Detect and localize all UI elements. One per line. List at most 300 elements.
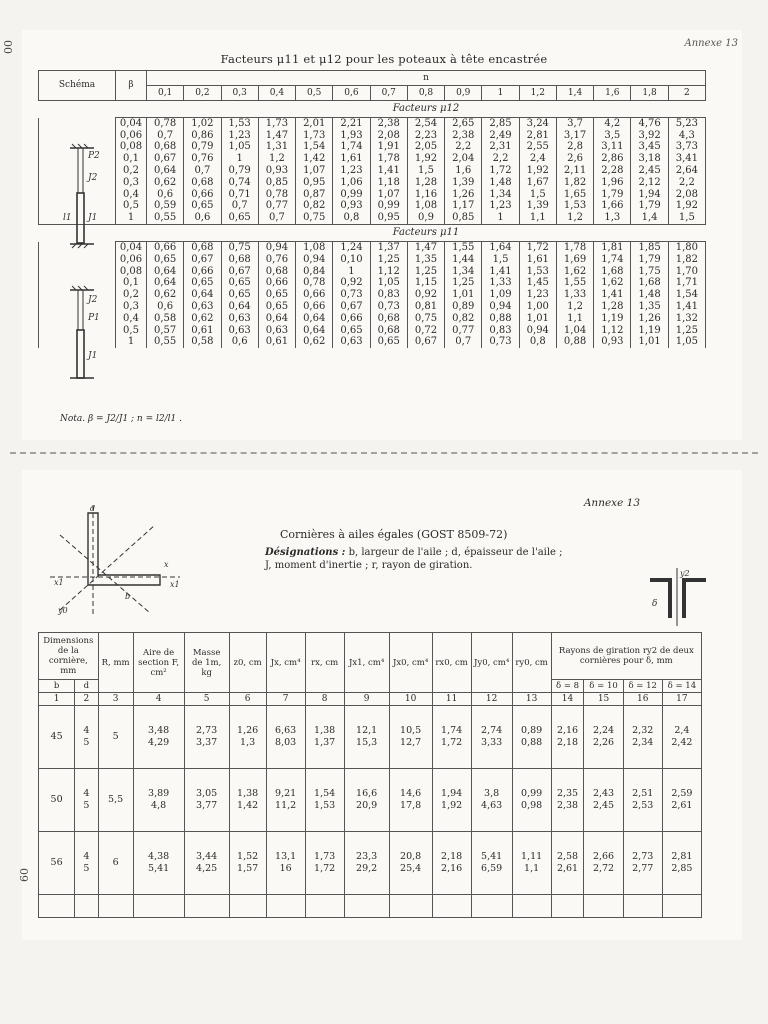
value-cell: 0,76: [258, 254, 295, 266]
value-cell: 3,24: [519, 118, 556, 130]
cell-value: 23,3: [356, 851, 378, 862]
value-cell: 1,47: [407, 242, 444, 254]
cell-value: 1,74: [441, 725, 463, 736]
svg-text:δ: δ: [652, 599, 658, 609]
value-cell: 1,33: [556, 289, 593, 301]
jy0-cell: [471, 769, 512, 832]
cell-value: 11,2: [275, 800, 297, 811]
value-cell: 1,55: [445, 242, 482, 254]
column-number-cell: 11: [432, 693, 471, 706]
value-cell: 1,92: [519, 165, 556, 177]
value-cell: 0,65: [221, 289, 258, 301]
value-cell: 1,64: [482, 242, 519, 254]
b-cell: 50: [39, 769, 75, 832]
cell-value: 2,34: [632, 737, 654, 748]
cell-value: 17,8: [400, 800, 422, 811]
d-value: 5: [83, 737, 90, 748]
value-cell: 0,63: [258, 325, 295, 337]
value-cell: 2,2: [668, 177, 705, 189]
value-cell: 1,92: [407, 153, 444, 165]
value-cell: 0,93: [594, 337, 631, 349]
cell-value: 8,03: [275, 737, 297, 748]
value-cell: 2,12: [631, 177, 668, 189]
z0-cell: [229, 706, 266, 769]
jy0-cell: [471, 832, 512, 895]
cell-value: 15,3: [356, 737, 378, 748]
n-value-cell: 0,7: [370, 86, 407, 101]
value-cell: 0,6: [147, 189, 184, 201]
value-cell: 1,05: [668, 337, 705, 349]
value-cell: 0,94: [296, 254, 333, 266]
value-cell: 2,05: [407, 142, 444, 154]
value-cell: 1,08: [296, 242, 333, 254]
cell-value: 5,41: [481, 851, 503, 862]
cell-value: 4,38: [148, 851, 170, 862]
cell-value: 2,38: [556, 800, 579, 811]
value-cell: 1,53: [556, 201, 593, 213]
value-cell: 0,75: [221, 242, 258, 254]
value-cell: 0,6: [147, 301, 184, 313]
value-cell: 1,5: [668, 212, 705, 224]
cell-value: 1,73: [314, 851, 336, 862]
n-value-cell: 2: [668, 86, 705, 101]
cell-value: 6,59: [481, 863, 503, 874]
svg-text:P1: P1: [88, 313, 100, 323]
value-cell: 1,23: [482, 201, 519, 213]
value-cell: 1,31: [258, 142, 295, 154]
value-cell: 0,93: [258, 165, 295, 177]
n-value-cell: 0,4: [258, 86, 295, 101]
empty-cell: [344, 895, 389, 918]
f-cell: [133, 769, 184, 832]
cell-value: 6,63: [275, 725, 297, 736]
jx1-cell: [344, 832, 389, 895]
value-cell: 0,77: [258, 201, 295, 213]
cell-value: 1,37: [314, 737, 336, 748]
cell-value: 16,6: [356, 788, 378, 799]
delta-header: δ = 14: [662, 680, 701, 693]
value-cell: 2,31: [482, 142, 519, 154]
cell-value: 25,4: [400, 863, 422, 874]
value-cell: 1,5: [482, 254, 519, 266]
value-cell: 1,79: [631, 201, 668, 213]
column-number-cell: 13: [512, 693, 551, 706]
value-cell: 2,6: [556, 153, 593, 165]
cell-value: 1,38: [237, 788, 259, 799]
column-number-cell: 1: [39, 693, 75, 706]
cell-value: 1,92: [441, 800, 463, 811]
r10-cell: [584, 832, 623, 895]
value-cell: 0,57: [147, 325, 184, 337]
column-schema-mu11-diagram: [60, 282, 116, 392]
value-cell: 1,23: [333, 165, 370, 177]
value-cell: 1,05: [221, 142, 258, 154]
b-cell: 45: [39, 706, 75, 769]
empty-cell: [623, 895, 662, 918]
value-cell: 0,7: [258, 212, 295, 224]
empty-cell: [75, 895, 98, 918]
value-cell: 1,73: [258, 118, 295, 130]
cell-value: 12,1: [356, 725, 378, 736]
value-cell: 0,85: [445, 212, 482, 224]
cell-value: 1,42: [237, 800, 259, 811]
value-cell: 1,80: [668, 242, 705, 254]
ry0-cell: [512, 832, 551, 895]
r12-cell: [623, 706, 662, 769]
cell-value: 1,38: [314, 725, 336, 736]
value-cell: 1,75: [631, 266, 668, 278]
value-cell: 1,71: [668, 278, 705, 290]
value-cell: 0,61: [184, 325, 221, 337]
value-cell: 5,23: [668, 118, 705, 130]
value-cell: 0,83: [482, 325, 519, 337]
value-cell: 0,88: [556, 337, 593, 349]
cell-value: 13,1: [275, 851, 297, 862]
cell-value: 4,25: [196, 863, 218, 874]
table1-header-row: [39, 71, 706, 86]
cell-value: 2,81: [671, 851, 693, 862]
value-cell: 1,37: [370, 242, 407, 254]
cell-value: 9,21: [275, 788, 297, 799]
value-cell: 0,66: [296, 301, 333, 313]
rx-header: rx, cm: [305, 633, 344, 693]
schema-cell: [39, 266, 116, 278]
corner-annexe-tag: Annexe 13: [684, 38, 738, 49]
value-cell: 0,79: [221, 165, 258, 177]
value-cell: 2,81: [519, 130, 556, 142]
cell-value: 1,72: [314, 863, 336, 874]
table1-note: Nota. β = J2/J1 ; n = l2/l1 .: [60, 414, 182, 424]
value-cell: 1,41: [370, 165, 407, 177]
section-row-mu12: [39, 101, 706, 118]
n-value-cell: 1: [482, 86, 519, 101]
empty-cell: [551, 895, 584, 918]
value-cell: 1,1: [556, 313, 593, 325]
value-cell: 0,71: [221, 189, 258, 201]
value-cell: 0,73: [370, 301, 407, 313]
m-cell: [184, 769, 229, 832]
cell-value: 4,29: [148, 737, 170, 748]
value-cell: 1,48: [631, 289, 668, 301]
jx1-header: Jx1, cm⁴: [344, 633, 389, 693]
d-cell: [75, 769, 98, 832]
value-cell: 0,66: [184, 189, 221, 201]
value-cell: 1,25: [407, 266, 444, 278]
cell-value: 5,41: [148, 863, 170, 874]
value-cell: 0,87: [296, 189, 333, 201]
value-cell: 1,41: [594, 289, 631, 301]
value-cell: 1,68: [631, 278, 668, 290]
value-cell: 0,94: [258, 242, 295, 254]
value-cell: 2,8: [556, 142, 593, 154]
f-cell: [133, 706, 184, 769]
value-cell: 2,08: [370, 130, 407, 142]
value-cell: 1,33: [482, 278, 519, 290]
d-value: 4: [83, 725, 90, 736]
jx1-cell: [344, 769, 389, 832]
value-cell: 0,73: [333, 289, 370, 301]
value-cell: 1,72: [519, 242, 556, 254]
cell-value: 2,66: [592, 851, 615, 862]
double-angle-diagram: [648, 568, 708, 628]
masse-header: Masse de 1m, kg: [184, 633, 229, 693]
r14-cell: [662, 832, 701, 895]
empty-cell: [229, 895, 266, 918]
r12-cell: [623, 832, 662, 895]
value-cell: 2,21: [333, 118, 370, 130]
delta-header: δ = 8: [551, 680, 584, 693]
value-cell: 1,67: [519, 177, 556, 189]
r12-cell: [623, 769, 662, 832]
value-cell: 1,25: [445, 278, 482, 290]
value-cell: 0,63: [221, 325, 258, 337]
cell-value: 0,98: [521, 800, 543, 811]
rx-cell: [305, 706, 344, 769]
r14-cell: [662, 769, 701, 832]
value-cell: 1,18: [370, 177, 407, 189]
cell-value: 10,5: [400, 725, 422, 736]
value-cell: 1,07: [370, 189, 407, 201]
beta-cell: 1: [116, 337, 147, 349]
cell-value: 2,18: [556, 737, 579, 748]
value-cell: 0,77: [445, 325, 482, 337]
r8-cell: [551, 832, 584, 895]
value-cell: 2,86: [594, 153, 631, 165]
delta-header: δ = 12: [623, 680, 662, 693]
value-cell: 0,68: [184, 242, 221, 254]
value-cell: 1,72: [482, 165, 519, 177]
beta-cell: 0,4: [116, 313, 147, 325]
empty-cell: [266, 895, 305, 918]
value-cell: 0,10: [333, 254, 370, 266]
value-cell: 0,8: [519, 337, 556, 349]
table2-header-row: [39, 633, 702, 680]
value-cell: 1,70: [668, 266, 705, 278]
value-cell: 1,26: [631, 313, 668, 325]
angle-section-diagram: [40, 505, 190, 620]
value-cell: 0,62: [296, 337, 333, 349]
value-cell: 0,66: [184, 266, 221, 278]
value-cell: 1,24: [333, 242, 370, 254]
svg-text:P2: P2: [88, 151, 100, 161]
table-row: [39, 706, 702, 769]
cell-value: 2,45: [592, 800, 615, 811]
column-number-cell: 2: [75, 693, 98, 706]
value-cell: 0,74: [221, 177, 258, 189]
value-cell: 1,91: [370, 142, 407, 154]
value-cell: 1,5: [407, 165, 444, 177]
value-cell: 0,64: [147, 165, 184, 177]
column-number-cell: 15: [584, 693, 623, 706]
r14-cell: [662, 706, 701, 769]
value-cell: 3,45: [631, 142, 668, 154]
value-cell: 0,82: [445, 313, 482, 325]
table2-column-numbers-row: [39, 693, 702, 706]
r8-cell: [551, 769, 584, 832]
value-cell: 3,18: [631, 153, 668, 165]
value-cell: 1,54: [668, 289, 705, 301]
b-cell: 56: [39, 832, 75, 895]
value-cell: 0,8: [333, 212, 370, 224]
value-cell: 1,5: [519, 189, 556, 201]
cell-value: 2,85: [671, 863, 693, 874]
value-cell: 0,68: [370, 313, 407, 325]
svg-text:d: d: [90, 505, 96, 513]
cell-value: 2,42: [671, 737, 693, 748]
value-cell: 0,79: [184, 142, 221, 154]
value-cell: 0,63: [221, 313, 258, 325]
table-row: [39, 254, 706, 266]
value-cell: 0,7: [445, 337, 482, 349]
b-header: b: [39, 680, 75, 693]
svg-text:x: x: [164, 560, 169, 569]
cell-value: 4,63: [481, 800, 503, 811]
table-row: [39, 142, 706, 154]
delta-header: δ = 10: [584, 680, 623, 693]
mu-factors-table: [38, 70, 706, 348]
value-cell: 0,64: [296, 325, 333, 337]
value-cell: 1,61: [519, 254, 556, 266]
schema-cell: [39, 101, 116, 118]
value-cell: 0,89: [445, 301, 482, 313]
value-cell: 0,88: [482, 313, 519, 325]
cell-value: 2,16: [556, 725, 579, 736]
table-row: [39, 153, 706, 165]
table2-title: Cornières à ailes égales (GOST 8509-72): [280, 528, 508, 541]
cell-value: 2,16: [441, 863, 463, 874]
beta-cell: 0,4: [116, 189, 147, 201]
value-cell: 0,93: [333, 201, 370, 213]
r-cell: 6: [98, 832, 133, 895]
value-cell: 1,47: [258, 130, 295, 142]
value-cell: 1,69: [556, 254, 593, 266]
value-cell: 1,6: [445, 165, 482, 177]
rx0-cell: [432, 832, 471, 895]
ry0-cell: [512, 769, 551, 832]
cell-value: 2,59: [671, 788, 693, 799]
value-cell: 1,44: [445, 254, 482, 266]
beta-cell: 0,06: [116, 254, 147, 266]
designations-label: Désignations :: [265, 547, 346, 558]
r-header: R, mm: [98, 633, 133, 693]
jx1-cell: [344, 706, 389, 769]
rx-cell: [305, 832, 344, 895]
value-cell: 1,35: [407, 254, 444, 266]
value-cell: 1: [333, 266, 370, 278]
n-header: n: [147, 71, 706, 86]
cell-value: 2,4: [674, 725, 690, 736]
value-cell: 1,01: [631, 337, 668, 349]
value-cell: 0,65: [370, 337, 407, 349]
value-cell: 1,78: [556, 242, 593, 254]
column-number-cell: 9: [344, 693, 389, 706]
value-cell: 3,11: [594, 142, 631, 154]
value-cell: 1,23: [519, 289, 556, 301]
value-cell: 1,39: [519, 201, 556, 213]
value-cell: 1,01: [519, 313, 556, 325]
cell-value: 2,43: [592, 788, 615, 799]
value-cell: 0,67: [147, 153, 184, 165]
value-cell: 0,7: [221, 201, 258, 213]
table-row: [39, 130, 706, 142]
value-cell: 1,28: [407, 177, 444, 189]
value-cell: 1,19: [594, 313, 631, 325]
value-cell: 2,2: [445, 142, 482, 154]
value-cell: 4,2: [594, 118, 631, 130]
table2-description: [265, 546, 563, 572]
cell-value: 3,89: [148, 788, 170, 799]
beta-cell: [116, 101, 147, 118]
value-cell: 4,3: [668, 130, 705, 142]
cell-value: 3,44: [196, 851, 218, 862]
schema-cell: [39, 118, 116, 130]
value-cell: 1,92: [668, 201, 705, 213]
table1-title: Facteurs μ11 et μ12 pour les poteaux à tête encastrée: [220, 52, 548, 66]
empty-cell: [305, 895, 344, 918]
column-number-cell: 4: [133, 693, 184, 706]
value-cell: 1,35: [631, 301, 668, 313]
value-cell: 0,59: [147, 201, 184, 213]
value-cell: 0,64: [258, 313, 295, 325]
n-value-cell: 1,6: [594, 86, 631, 101]
beta-cell: 0,1: [116, 278, 147, 290]
table-row: [39, 769, 702, 832]
cell-value: 3,8: [484, 788, 500, 799]
n-value-cell: 0,8: [407, 86, 444, 101]
n-value-cell: 1,2: [519, 86, 556, 101]
jx-cell: [266, 769, 305, 832]
value-cell: 1,2: [258, 153, 295, 165]
value-cell: 1,25: [370, 254, 407, 266]
rx0-cell: [432, 706, 471, 769]
column-schema-mu12-diagram: [60, 140, 116, 260]
value-cell: 0,84: [296, 266, 333, 278]
value-cell: 1,62: [594, 278, 631, 290]
value-cell: 1,08: [407, 201, 444, 213]
cell-value: 2,35: [556, 788, 579, 799]
value-cell: 0,58: [147, 313, 184, 325]
column-number-cell: 12: [471, 693, 512, 706]
value-cell: 0,64: [184, 289, 221, 301]
value-cell: 3,17: [556, 130, 593, 142]
table-row: [39, 189, 706, 201]
value-cell: 0,62: [147, 289, 184, 301]
value-cell: 1,94: [631, 189, 668, 201]
value-cell: 3,73: [668, 142, 705, 154]
value-cell: 3,5: [594, 130, 631, 142]
cell-value: 1,57: [237, 863, 259, 874]
cell-value: 3,77: [196, 800, 218, 811]
value-cell: 0,66: [147, 242, 184, 254]
table-row: [39, 201, 706, 213]
value-cell: 0,61: [258, 337, 295, 349]
value-cell: 0,95: [296, 177, 333, 189]
value-cell: 0,55: [147, 212, 184, 224]
value-cell: 0,99: [370, 201, 407, 213]
value-cell: 1,82: [668, 254, 705, 266]
cell-value: 1,72: [441, 737, 463, 748]
aire-header: Aire de section F, cm²: [133, 633, 184, 693]
value-cell: 0,95: [370, 212, 407, 224]
n-value-cell: 0,1: [147, 86, 184, 101]
value-cell: 0,81: [407, 301, 444, 313]
jx0-header: Jx0, cm⁴: [389, 633, 432, 693]
value-cell: 1,74: [333, 142, 370, 154]
value-cell: 0,63: [184, 301, 221, 313]
value-cell: 1,39: [445, 177, 482, 189]
value-cell: 1,82: [556, 177, 593, 189]
beta-cell: 0,06: [116, 130, 147, 142]
